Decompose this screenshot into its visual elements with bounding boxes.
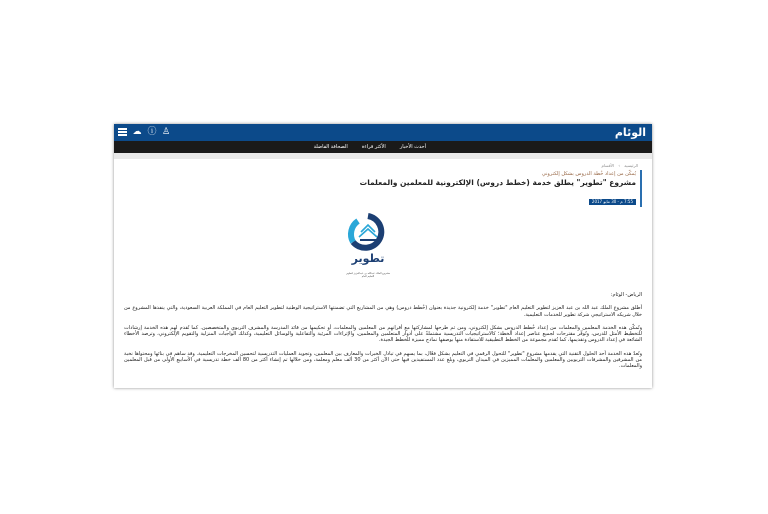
cloud-icon[interactable]: ☁: [132, 127, 142, 137]
breadcrumb-home[interactable]: الرئيسية: [624, 163, 638, 168]
article-paragraph: أطلق مشروع الملك عبد الله بن عبد العزيز لتطوير التعليم العام "تطوير" خدمة إلكترونية جديدة بعنوان (خُطط دروس) وهي من المشاريع التي تضمنتها الاستراتيجية الوطنية لتطوير التعليم العام في المملكة العربية السعودية، والتي ينفذها المشروع من خلال شريكه الاستراتيجي شركة تطوير للخدمات التعليمية.: [124, 305, 642, 318]
browser-page: [114, 124, 652, 388]
article-image: [344, 212, 392, 278]
article-body: [124, 292, 642, 377]
article-header: [196, 170, 642, 207]
user-icon[interactable]: ♙: [161, 127, 171, 137]
article-paragraph: وتُعدّ هذه الخدمة أحد الحلول التقنية التي يقدمها مشروع "تطوير" للتحول الرقمي في التعليم بشكل فعّال، بما يسهم في تبادل الخبرات والمعارف بين المعلمين، وتجويد العمليات التدريسية لتحسين المخرجات التعليمية. وقد ساهم في بنائها ومحتواها نخبة من المشرفين والمشرفات التربويين والمعلمين والمعلمات المميزين في الميدان التربوي، وبلغ عدد المستفيدين فيها حتى الآن أكثر من 30 ألف معلم ومعلمة، ومن خلالها تم إنشاء أكثر من 80 ألف خطة تدريسية في الأسابيع الأولى من قبل المعلمين والمعلمات.: [124, 350, 642, 370]
breadcrumb: [601, 163, 638, 168]
site-header: [114, 124, 652, 141]
logo-word: تطوير: [351, 252, 385, 265]
article-date: 7:55 م - 30 مايو 2017: [589, 199, 636, 205]
divider-bar: [114, 153, 652, 159]
article-lead: الرياض- الوئام:: [610, 292, 642, 298]
article-title: مشروع "تطوير" يطلق خدمة (خطط دروس) الإلكترونية للمعلمين والمعلمات: [359, 178, 636, 187]
image-caption: مشروع الملك عبدالله بن عبدالعزيز لتطوير التعليم العام: [346, 272, 390, 278]
nav-item-most-read[interactable]: الأكثر قراءة: [361, 144, 386, 150]
main-nav: [114, 141, 652, 153]
nav-item-latest[interactable]: أحدث الأخبار: [399, 144, 426, 150]
menu-icon[interactable]: [118, 128, 127, 137]
nav-item-press[interactable]: الصحافة الفاضلة: [313, 144, 348, 150]
article-subtitle: يُمكّن من إعداد خُطة الدروس بشكل إلكتروني: [541, 171, 636, 177]
site-logo[interactable]: الوئام: [614, 126, 646, 139]
breadcrumb-section[interactable]: الأقسام: [601, 163, 615, 168]
breadcrumb-separator: ›: [618, 163, 620, 168]
article-paragraph: وتُمكّن هذه الخدمة المعلمين والمعلمات من إعداد خُطط الدروس بشكل إلكتروني، ومن ثم طرحها لمشاركتها مع أقرانهم من المعلمين والمعلمات، أو تحكيمها من قائد المدرسة والمشرف التربوي والمتخصصين. كما تُقدم لهم هذه الخدمة إرشادات للتخطيط الأمثل للدرس، وتُوفّر مقترحات لجميع عناصر إعداد الخطة؛ كالاستراتيجيات التدريسية مشتملةً على أدوار المتعلمين والمعلمين، والإثراءات المرئية والتفاعلية والوسائل التعليمية، وكذلك الواجبات المنزلية والتقويم الإلكتروني، وترصد الأخطاء الشائعة في إعداد الدروس وتقديمها، كما تُقدم مجموعة من الخطط التطبيقية للاستفادة منها بوصفها نماذج مميزة للخطط الجيدة.: [124, 324, 642, 344]
info-icon[interactable]: ⓘ: [147, 127, 157, 137]
tatweer-logo-icon: [344, 212, 392, 268]
